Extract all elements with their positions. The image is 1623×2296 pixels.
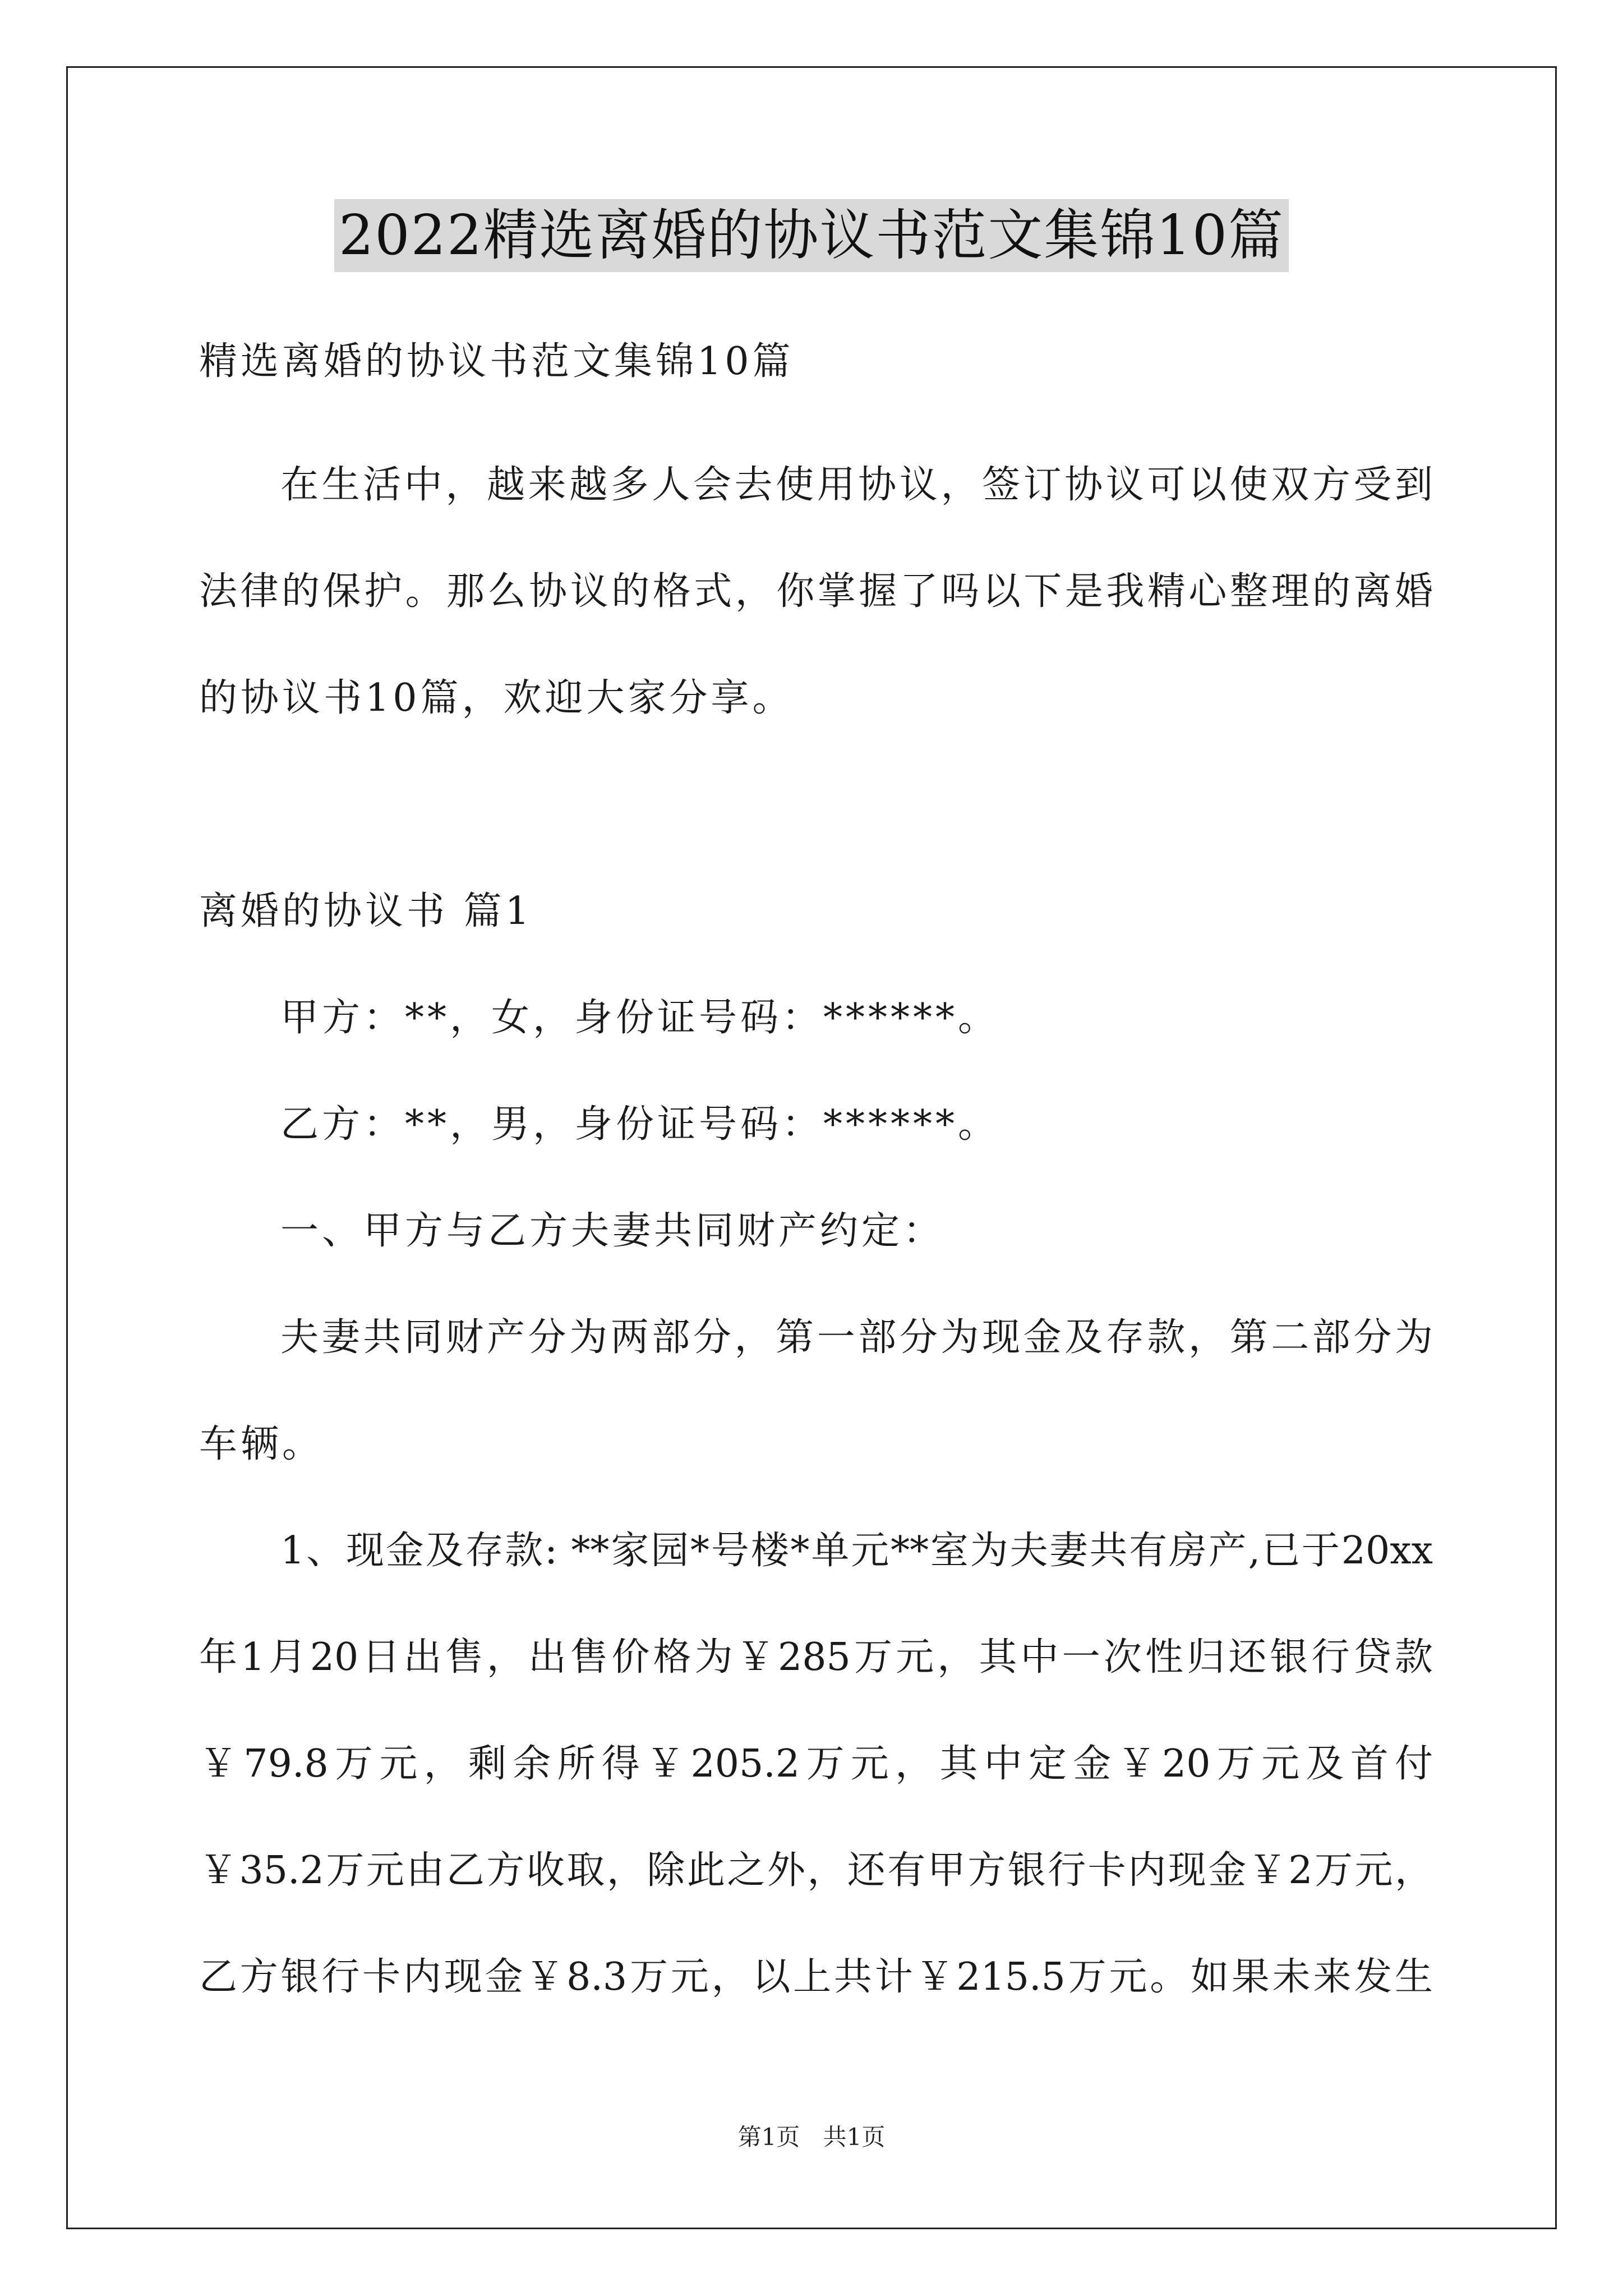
paragraph-line: ￥79.8万元，剩余所得￥205.2万元，其中定金￥20万元及首付 bbox=[199, 1742, 1433, 1786]
paragraph-line: 1、现金及存款: **家园*号楼*单元**室为夫妻共有房产,已于20xx bbox=[280, 1529, 1433, 1573]
section-heading: 离婚的协议书 篇1 bbox=[199, 889, 533, 933]
paragraph-line: 法律的保护。那么协议的格式，你掌握了吗以下是我精心整理的离婚 bbox=[199, 569, 1433, 614]
page-total: 共1页 bbox=[823, 2123, 886, 2151]
paragraph-line: 年1月20日出售，出售价格为￥285万元，其中一次性归还银行贷款 bbox=[199, 1635, 1433, 1680]
paragraph-line: 乙方银行卡内现金￥8.3万元，以上共计￥215.5万元。如果未来发生 bbox=[199, 1955, 1433, 1999]
paragraph-line: 夫妻共同财产分为两部分，第一部分为现金及存款，第二部分为 bbox=[280, 1315, 1433, 1360]
clause-heading: 一、甲方与乙方夫妻共同财产约定： bbox=[280, 1209, 945, 1253]
party-b-line: 乙方：**，男，身份证号码：******。 bbox=[280, 1102, 1000, 1147]
paragraph-line: 车辆。 bbox=[199, 1422, 324, 1466]
title-wrapper bbox=[0, 199, 1623, 272]
paragraph-line: 在生活中，越来越多人会去使用协议，签订协议可以使双方受到 bbox=[280, 463, 1433, 507]
subtitle-line: 精选离婚的协议书范文集锦10篇 bbox=[199, 339, 794, 384]
page-number: 第1页 bbox=[737, 2123, 800, 2151]
paragraph-line: 的协议书10篇，欢迎大家分享。 bbox=[199, 676, 794, 720]
paragraph-line: ￥35.2万元由乙方收取，除此之外，还有甲方银行卡内现金￥2万元， bbox=[199, 1848, 1433, 1893]
document-title: 2022精选离婚的协议书范文集锦10篇 bbox=[334, 199, 1289, 272]
party-a-line: 甲方：**，女，身份证号码：******。 bbox=[280, 996, 1000, 1040]
page-footer bbox=[0, 2120, 1623, 2154]
